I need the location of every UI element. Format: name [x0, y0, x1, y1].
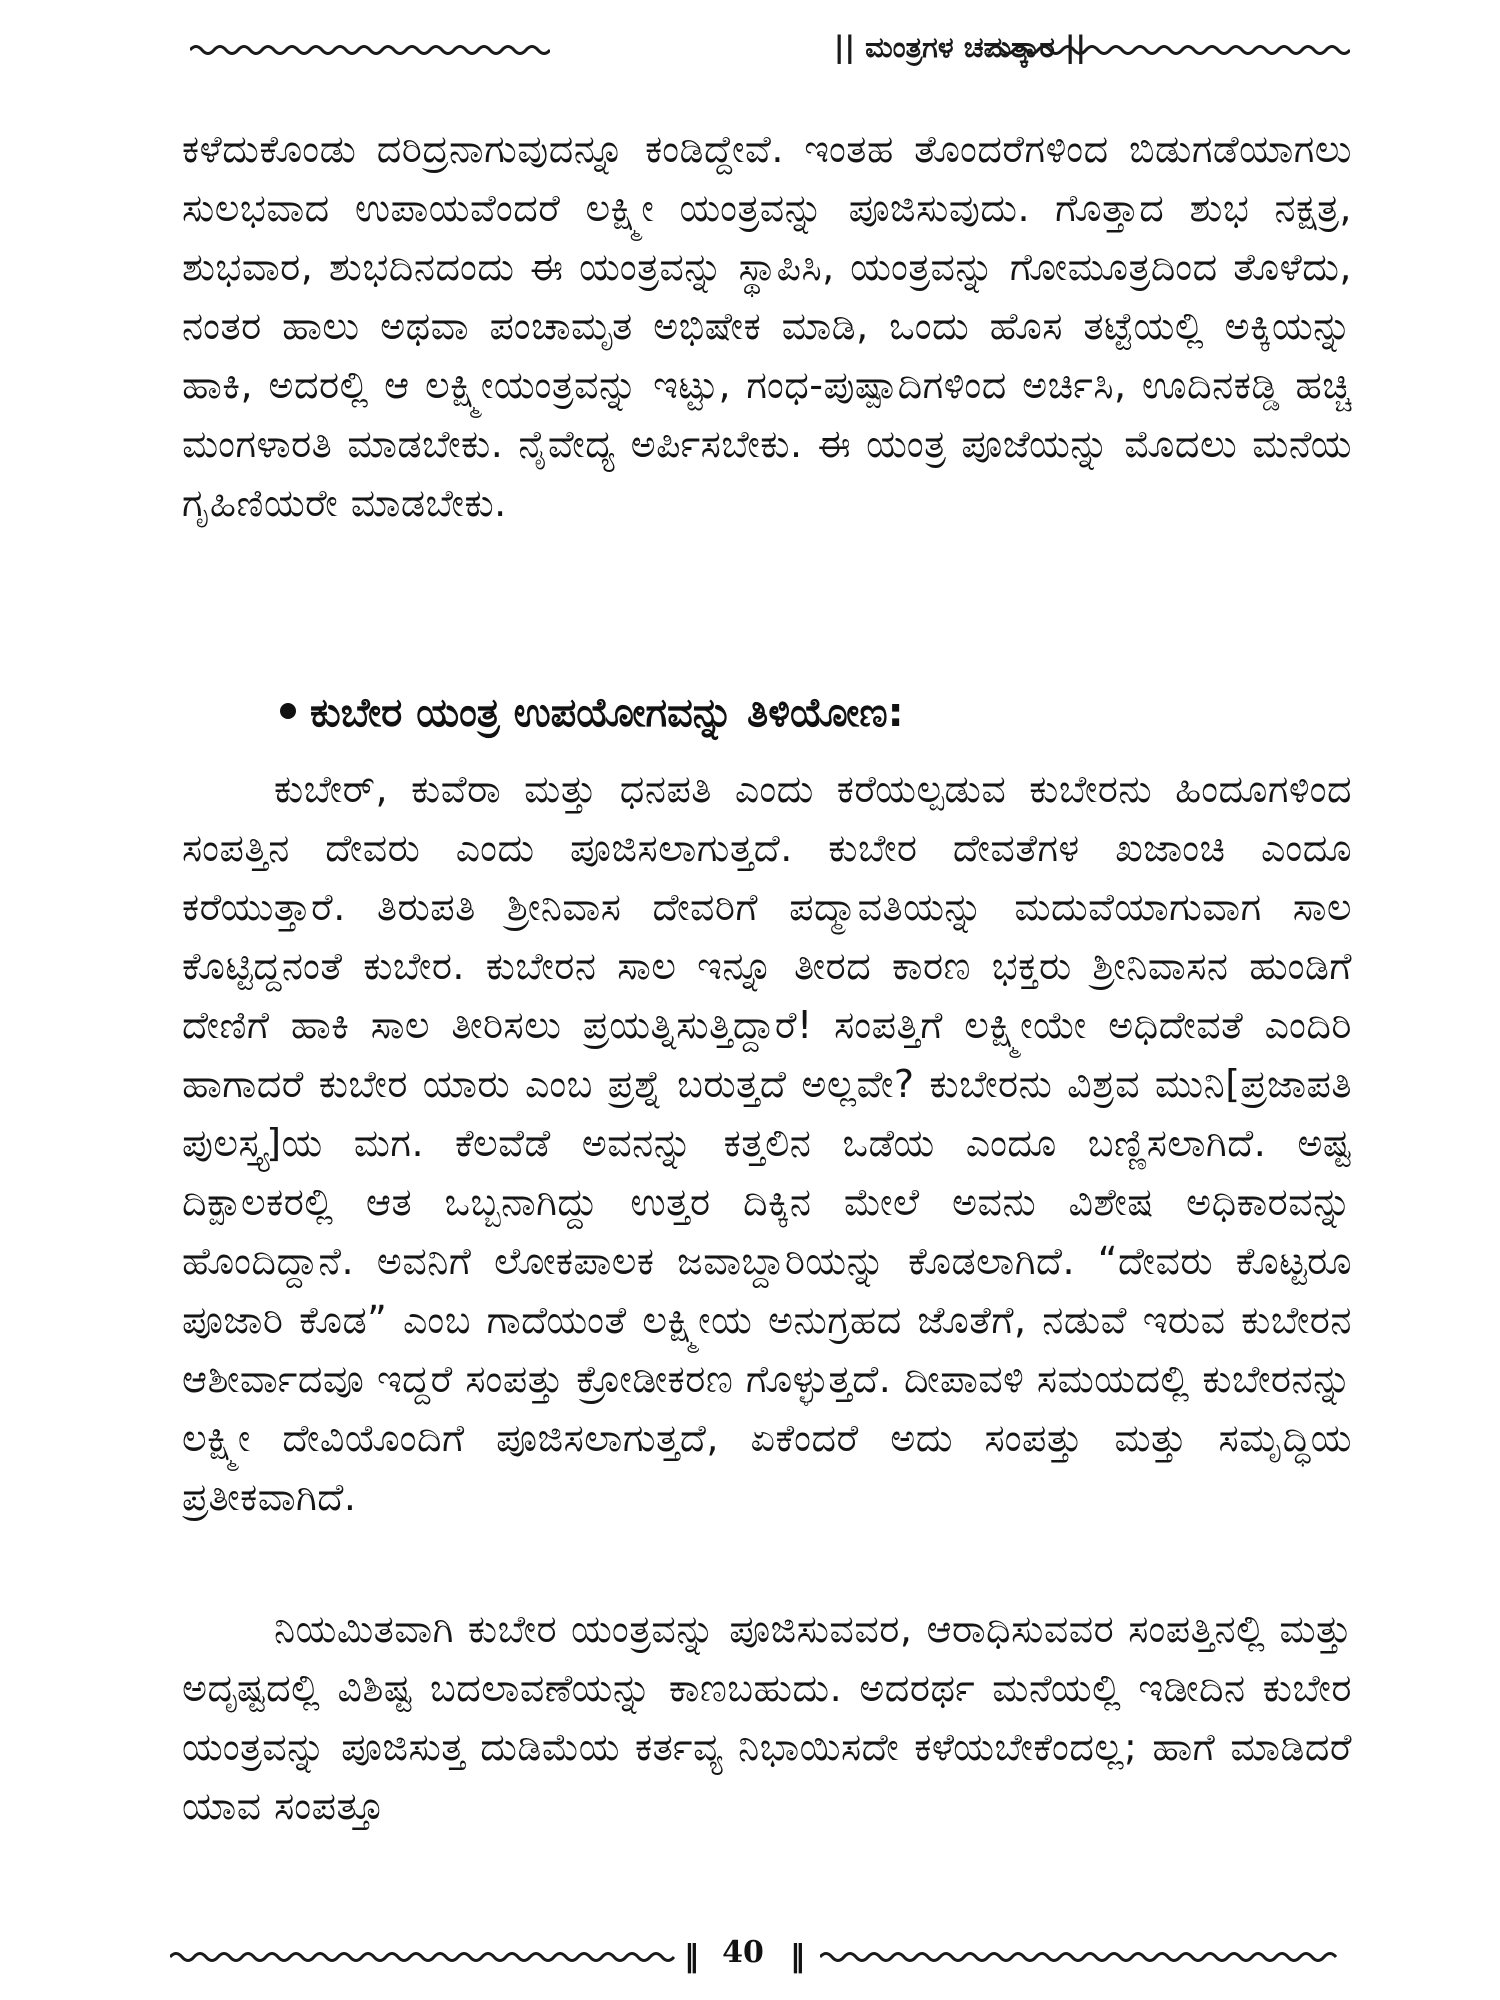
bullet-icon [280, 703, 296, 719]
paragraph-kubera [182, 760, 1352, 1527]
paragraph-lakshmi-yantra [182, 120, 1352, 533]
running-header [190, 28, 1350, 72]
section-heading-text: ಕುಬೇರ ಯಂತ್ರ ಉಪಯೋಗವನ್ನು ತಿಳಿಯೋಣ: [310, 690, 904, 736]
paragraph-text: ನಿಯಮಿತವಾಗಿ ಕುಬೇರ ಯಂತ್ರವನ್ನು ಪೂಜಿಸುವವರ, ಆರಾಧಿಸುವವರ ಸಂಪತ್ತಿನಲ್ಲಿ ಮತ್ತು ಅದೃಷ್ಟದಲ್ಲಿ ವಿಶಿಷ್ಟ ಬದಲಾವಣೆಯನ್ನು ಕಾಣಬಹುದು. ಅದರರ್ಥ ಮನೆಯಲ್ಲಿ ಇಡೀದಿನ ಕುಬೇರ ಯಂತ್ರವನ್ನು ಪೂಜಿಸುತ್ತ ದುಡಿಮೆಯ ಕರ್ತವ್ಯ ನಿಭಾಯಿಸದೇ ಕಳೆಯಬೇಕೆಂದಲ್ಲ; ಹಾಗೆ ಮಾಡಿದರೆ ಯಾವ ಸಂಪತ್ತೂ [182, 1607, 1352, 1828]
section-heading [280, 690, 904, 736]
right-header-ornament [990, 42, 1350, 58]
page-number: 40 [722, 1935, 764, 1970]
footer-bar-left: ‖ [684, 1939, 699, 1974]
paragraph-kubera-yantra-worship [182, 1600, 1352, 1836]
running-header-title: || ಮಂತ್ರಗಳ ಚಮತ್ಕಾರ || [833, 30, 1087, 64]
left-footer-ornament [170, 1949, 680, 1965]
footer-bar-right: ‖ [790, 1939, 805, 1974]
paragraph-text: ಕಳೆದುಕೊಂಡು ದರಿದ್ರನಾಗುವುದನ್ನೂ ಕಂಡಿದ್ದೇವೆ. ಇಂತಹ ತೊಂದರೆಗಳಿಂದ ಬಿಡುಗಡೆಯಾಗಲು ಸುಲಭವಾದ ಉಪಾಯವೆಂದರೆ ಲಕ್ಷ್ಮೀ ಯಂತ್ರವನ್ನು ಪೂಜಿಸುವುದು. ಗೊತ್ತಾದ ಶುಭ ನಕ್ಷತ್ರ, ಶುಭವಾರ, ಶುಭದಿನದಂದು ಈ ಯಂತ್ರವನ್ನು ಸ್ಥಾಪಿಸಿ, ಯಂತ್ರವನ್ನು ಗೋಮೂತ್ರದಿಂದ ತೊಳೆದು, ನಂತರ ಹಾಲು ಅಥವಾ ಪಂಚಾಮೃತ ಅಭಿಷೇಕ ಮಾಡಿ, ಒಂದು ಹೊಸ ತಟ್ಟೆಯಲ್ಲಿ ಅಕ್ಕಿಯನ್ನು ಹಾಕಿ, ಅದರಲ್ಲಿ ಆ ಲಕ್ಷ್ಮೀಯಂತ್ರವನ್ನು ಇಟ್ಟು, ಗಂಧ-ಪುಷ್ಪಾದಿಗಳಿಂದ ಅರ್ಚಿಸಿ, ಊದಿನಕಡ್ಡಿ ಹಚ್ಚಿ ಮಂಗಳಾರತಿ ಮಾಡಬೇಕು. ನೈವೇದ್ಯ ಅರ್ಪಿಸಬೇಕು. ಈ ಯಂತ್ರ ಪೂಜೆಯನ್ನು ಮೊದಲು ಮನೆಯ ಗೃಹಿಣಿಯರೇ ಮಾಡಬೇಕು. [182, 127, 1352, 525]
left-header-ornament [190, 42, 550, 58]
page-footer [170, 1935, 1340, 1975]
right-footer-ornament [820, 1949, 1340, 1965]
paragraph-text: ಕುಬೇರ್, ಕುವೆರಾ ಮತ್ತು ಧನಪತಿ ಎಂದು ಕರೆಯಲ್ಪಡುವ ಕುಬೇರನು ಹಿಂದೂಗಳಿಂದ ಸಂಪತ್ತಿನ ದೇವರು ಎಂದು ಪೂಜಿಸಲಾಗುತ್ತದೆ. ಕುಬೇರ ದೇವತೆಗಳ ಖಜಾಂಚಿ ಎಂದೂ ಕರೆಯುತ್ತಾರೆ. ತಿರುಪತಿ ಶ್ರೀನಿವಾಸ ದೇವರಿಗೆ ಪದ್ಮಾವತಿಯನ್ನು ಮದುವೆಯಾಗುವಾಗ ಸಾಲ ಕೊಟ್ಟಿದ್ದನಂತೆ ಕುಬೇರ. ಕುಬೇರನ ಸಾಲ ಇನ್ನೂ ತೀರದ ಕಾರಣ ಭಕ್ತರು ಶ್ರೀನಿವಾಸನ ಹುಂಡಿಗೆ ದೇಣಿಗೆ ಹಾಕಿ ಸಾಲ ತೀರಿಸಲು ಪ್ರಯತ್ನಿಸುತ್ತಿದ್ದಾರೆ! ಸಂಪತ್ತಿಗೆ ಲಕ್ಷ್ಮೀಯೇ ಅಧಿದೇವತೆ ಎಂದಿರಿ ಹಾಗಾದರೆ ಕುಬೇರ ಯಾರು ಎಂಬ ಪ್ರಶ್ನೆ ಬರುತ್ತದೆ ಅಲ್ಲವೇ? ಕುಬೇರನು ವಿಶ್ರವ ಮುನಿ[ಪ್ರಜಾಪತಿ ಪುಲಸ್ತ್ಯ]ಯ ಮಗ. ಕೆಲವೆಡೆ ಅವನನ್ನು ಕತ್ತಲಿನ ಒಡೆಯ ಎಂದೂ ಬಣ್ಣಿಸಲಾಗಿದೆ. ಅಷ್ಟ ದಿಕ್ಪಾಲಕರಲ್ಲಿ ಆತ ಒಬ್ಬನಾಗಿದ್ದು ಉತ್ತರ ದಿಕ್ಕಿನ ಮೇಲೆ ಅವನು ವಿಶೇಷ ಅಧಿಕಾರವನ್ನು ಹೊಂದಿದ್ದಾನೆ. ಅವನಿಗೆ ಲೋಕಪಾಲಕ ಜವಾಬ್ದಾರಿಯನ್ನು ಕೊಡಲಾಗಿದೆ. “ದೇವರು ಕೊಟ್ಟರೂ ಪೂಜಾರಿ ಕೊಡ” ಎಂಬ ಗಾದೆಯಂತೆ ಲಕ್ಷ್ಮೀಯ ಅನುಗ್ರಹದ ಜೊತೆಗೆ, ನಡುವೆ ಇರುವ ಕುಬೇರನ ಆಶೀರ್ವಾದವೂ ಇದ್ದರೆ ಸಂಪತ್ತು ಕ್ರೋಡೀಕರಣ ಗೊಳ್ಳುತ್ತದೆ. ದೀಪಾವಳಿ ಸಮಯದಲ್ಲಿ ಕುಬೇರನನ್ನು ಲಕ್ಷ್ಮೀ ದೇವಿಯೊಂದಿಗೆ ಪೂಜಿಸಲಾಗುತ್ತದೆ, ಏಕೆಂದರೆ ಅದು ಸಂಪತ್ತು ಮತ್ತು ಸಮೃದ್ಧಿಯ ಪ್ರತೀಕವಾಗಿದೆ. [182, 767, 1352, 1519]
